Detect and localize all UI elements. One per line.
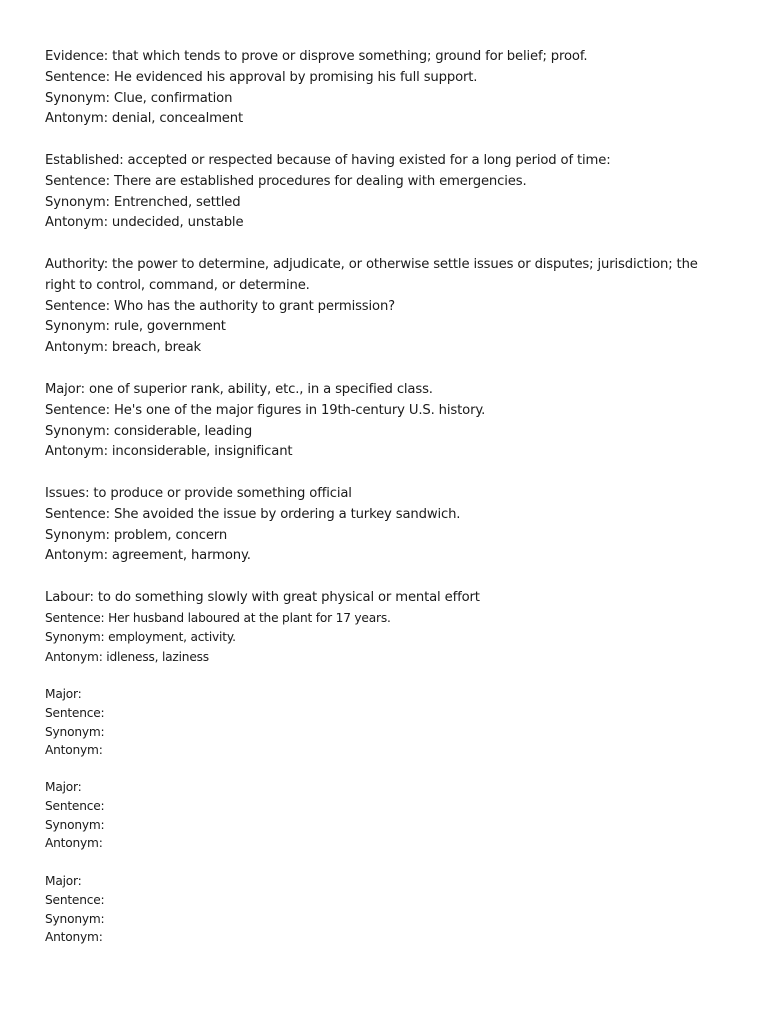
antonym-line: Antonym: agreement, harmony.	[45, 548, 251, 564]
synonym-line: Synonym: problem, concern	[45, 527, 228, 543]
definition-line: Labour: to do something slowly with great physical or mental effort	[45, 590, 480, 605]
antonym-line: Antonym:	[45, 930, 103, 945]
antonym-line: Antonym:	[45, 836, 103, 851]
sentence-line: Sentence: He's one of the major figures in 19th-century U.S. history.	[45, 402, 486, 418]
vocab-entry-authority	[45, 255, 725, 359]
vocab-entry-issues	[45, 484, 725, 567]
definition-line: Authority: the power to determine, adjudicate, or otherwise settle issues or disputes; jurisdiction; the right to control, command, or determine.	[45, 257, 698, 293]
vocab-entry-blank	[45, 778, 725, 853]
antonym-line: Antonym: breach, break	[45, 340, 201, 356]
definition-line: Issues: to produce or provide something official	[45, 486, 352, 501]
vocab-entry-established	[45, 151, 725, 234]
sentence-line: Sentence: He evidenced his approval by promising his full support.	[45, 69, 478, 85]
definition-line: Established: accepted or respected because of having existed for a long period of time:	[45, 153, 611, 168]
definition-line: Major:	[45, 874, 82, 888]
synonym-line: Synonym:	[45, 817, 105, 832]
vocab-entry-blank	[45, 685, 725, 760]
definition-line: Major: one of superior rank, ability, etc., in a specified class.	[45, 382, 433, 397]
definition-line: Evidence: that which tends to prove or disprove something; ground for belief; proof.	[45, 49, 588, 64]
sentence-line: Sentence:	[45, 705, 105, 720]
sentence-line: Sentence:	[45, 798, 105, 813]
synonym-line: Synonym: considerable, leading	[45, 423, 253, 439]
vocab-entry-evidence	[45, 47, 725, 130]
synonym-line: Synonym: rule, government	[45, 319, 226, 335]
sentence-line: Sentence: Who has the authority to grant permission?	[45, 298, 396, 314]
sentence-line: Sentence: Her husband laboured at the plant for 17 years.	[45, 610, 391, 625]
vocab-entry-labour	[45, 588, 725, 667]
sentence-line: Sentence: There are established procedures for dealing with emergencies.	[45, 173, 527, 189]
synonym-line: Synonym:	[45, 724, 105, 739]
sentence-line: Sentence:	[45, 892, 105, 907]
synonym-line: Synonym:	[45, 911, 105, 926]
synonym-line: Synonym: Entrenched, settled	[45, 194, 241, 210]
antonym-line: Antonym:	[45, 743, 103, 758]
vocab-entry-blank	[45, 872, 725, 947]
antonym-line: Antonym: idleness, laziness	[45, 649, 209, 664]
antonym-line: Antonym: undecided, unstable	[45, 215, 244, 231]
antonym-line: Antonym: denial, concealment	[45, 111, 243, 127]
sentence-line: Sentence: She avoided the issue by ordering a turkey sandwich.	[45, 506, 461, 522]
definition-line: Major:	[45, 780, 82, 794]
antonym-line: Antonym: inconsiderable, insignificant	[45, 444, 293, 460]
vocab-entry-major	[45, 380, 725, 463]
synonym-line: Synonym: employment, activity.	[45, 630, 236, 645]
synonym-line: Synonym: Clue, confirmation	[45, 90, 233, 106]
definition-line: Major:	[45, 687, 82, 701]
